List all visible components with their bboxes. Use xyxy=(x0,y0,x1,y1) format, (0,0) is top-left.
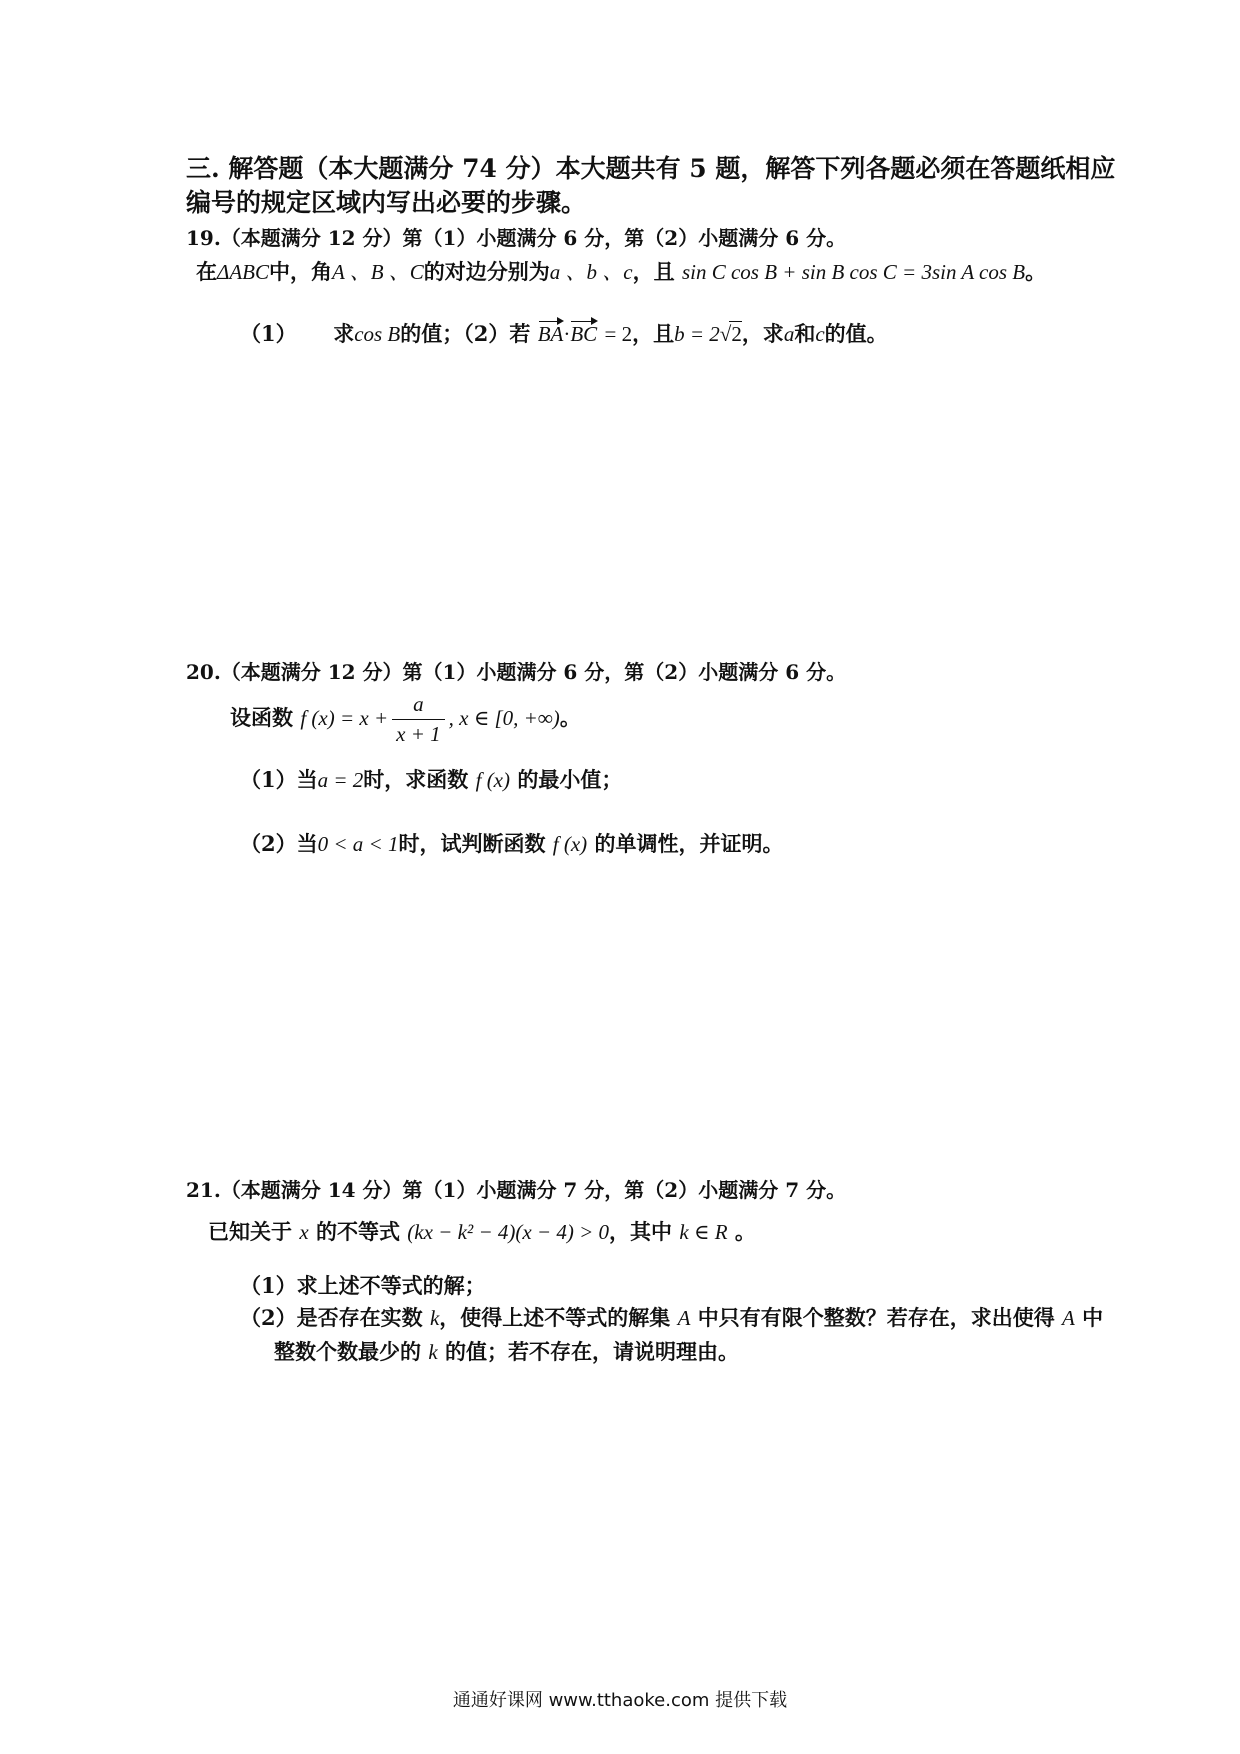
q19-a: a xyxy=(783,322,795,346)
q21-part2-line2-b: 的值；若不存在，请说明理由。 xyxy=(444,1339,739,1364)
q21-k-domain: k ∈ R xyxy=(679,1220,728,1244)
q20-part2 xyxy=(240,828,784,858)
q19-part1-expr: cos B xyxy=(354,322,401,346)
q21-x: x xyxy=(299,1220,309,1244)
q19-dot: · xyxy=(563,322,571,346)
q20-stem xyxy=(230,692,581,747)
q21-part2-line2 xyxy=(274,1336,739,1366)
q19-cond-label: ，且 xyxy=(632,259,675,284)
q21-part2-c: 中只有有限个整数？若存在，求出使得 xyxy=(697,1305,1055,1330)
q20-part1-end: 的最小值； xyxy=(517,767,623,792)
q21-part2-d: 中 xyxy=(1082,1305,1104,1330)
q19-stem-end: 。 xyxy=(1025,259,1047,284)
q20-fraction-numerator: a xyxy=(392,692,445,720)
q19-and: ，且 xyxy=(632,321,675,346)
q19-he: 和 xyxy=(794,321,816,346)
q21-part2-line1 xyxy=(240,1302,1103,1332)
q20-part2-f: f (x) xyxy=(552,832,588,856)
q21-header: 21.（本题满分 14 分）第（1）小题满分 7 分，第（2）小题满分 7 分。 xyxy=(186,1178,847,1202)
q21-part2-line2-a: 整数个数最少的 xyxy=(274,1339,421,1364)
q20-part2-cond: 0 < a < 1 xyxy=(317,832,399,856)
q19-angles: A 、B 、C xyxy=(332,260,424,284)
q19-b-eq: b = 2 xyxy=(674,322,720,346)
q19-parts xyxy=(240,318,888,348)
q21-stem-prefix: 已知关于 xyxy=(208,1219,292,1244)
q20-stem-prefix: 设函数 xyxy=(230,705,293,730)
q19-stem-mid: 中，角 xyxy=(269,259,332,284)
q19-part2-end: 的值。 xyxy=(824,321,888,346)
section-heading: 三. 解答题（本大题满分 74 分）本大题共有 5 题，解答下列各题必须在答题纸相应编号的规定区域内写出必要的步骤。 xyxy=(186,154,1116,217)
q21-part2-line2-k: k xyxy=(428,1340,438,1364)
q20-part1 xyxy=(240,764,622,794)
q20-stem-end: 。 xyxy=(559,705,581,730)
q20-part1-f: f (x) xyxy=(475,768,511,792)
q19-sides: a 、b 、c xyxy=(549,260,633,284)
q19-ask: ，求 xyxy=(741,321,784,346)
q19-stem xyxy=(196,256,1046,286)
q20-part1-cond: a = 2 xyxy=(317,768,364,792)
q20-fraction xyxy=(392,692,445,747)
q21-stem-mid: 的不等式 xyxy=(315,1219,400,1244)
q20-part1-text: 时，求函数 xyxy=(363,767,469,792)
q19-part2-label: （2）若 xyxy=(463,321,531,346)
q19-vector-ba: BA xyxy=(537,322,564,346)
q19-part1-label: （1） xyxy=(240,321,297,346)
q21-where: ，其中 xyxy=(609,1219,673,1244)
q20-fraction-denominator: x + 1 xyxy=(396,722,441,746)
q19-part1-end: 的值； xyxy=(400,321,464,346)
q19-sqrt-sign: √ xyxy=(719,322,732,346)
q20-part2-text: 时，试判断函数 xyxy=(398,831,546,856)
q21-part2-k: k xyxy=(429,1306,440,1330)
q21-part2-set-a: A xyxy=(677,1306,691,1330)
q20-part1-label: （1）当 xyxy=(240,767,318,792)
q19-sides-label: 的对边分别为 xyxy=(423,259,550,284)
footer-source-note: 通通好课网 www.tthaoke.com 提供下载 xyxy=(452,1690,788,1711)
q19-eq: = 2 xyxy=(604,322,633,346)
q21-part2-b: ，使得上述不等式的解集 xyxy=(439,1305,671,1330)
q20-part2-label: （2）当 xyxy=(240,831,318,856)
q20-header: 20.（本题满分 12 分）第（1）小题满分 6 分，第（2）小题满分 6 分。 xyxy=(186,660,847,684)
q21-inequality: (kx − k² − 4)(x − 4) > 0 xyxy=(407,1220,610,1244)
q21-stem xyxy=(208,1216,756,1246)
q19-vector-bc: BC xyxy=(570,322,598,346)
q19-triangle: ΔABC xyxy=(217,260,269,284)
q21-part2-a: （2）是否存在实数 xyxy=(240,1305,423,1330)
q19-stem-prefix: 在 xyxy=(196,259,217,284)
q21-part1: （1）求上述不等式的解； xyxy=(240,1273,486,1298)
q19-c: c xyxy=(815,322,825,346)
q20-domain: , x ∈ [0, +∞) xyxy=(448,706,560,730)
q20-part2-end: 的单调性，并证明。 xyxy=(594,831,784,856)
q21-part2-set-a2: A xyxy=(1062,1306,1075,1330)
q19-part1-text: 求 xyxy=(333,321,355,346)
q20-function: f (x) = x + xyxy=(300,706,389,730)
q19-sqrt-value: 2 xyxy=(731,322,742,346)
q19-equation: sin C cos B + sin B cos C = 3sin A cos B xyxy=(681,260,1026,284)
q21-stem-end: 。 xyxy=(734,1219,756,1244)
q19-header: 19.（本题满分 12 分）第（1）小题满分 6 分，第（2）小题满分 6 分。 xyxy=(186,226,847,250)
